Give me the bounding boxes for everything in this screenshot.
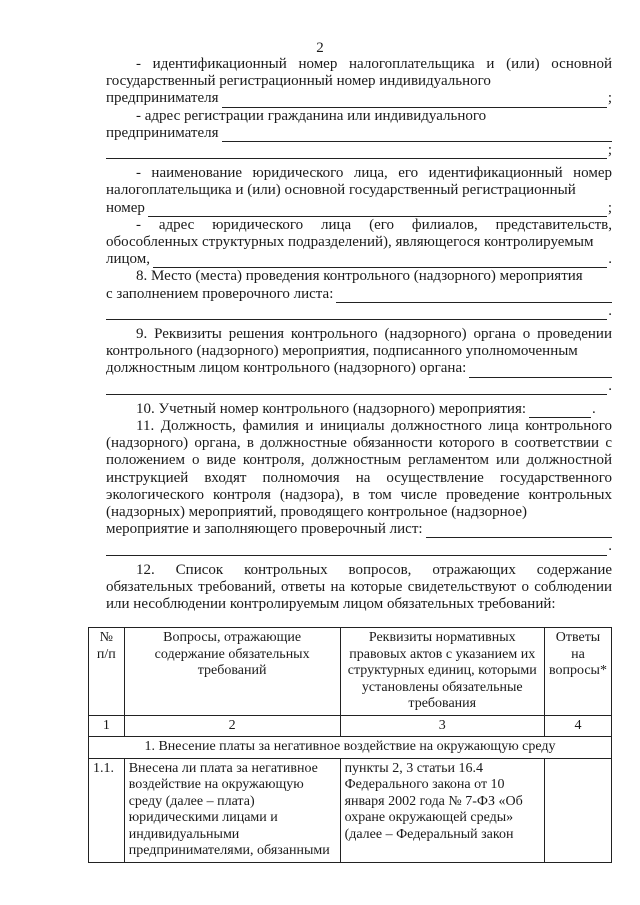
p12-text: 12. Список контрольных вопросов, отражающих содержание обязательных требований, ответы на которые свидетельствуют о соблюдении или несоблюдении контролируемым лицом обязательных требований:	[106, 561, 612, 613]
header-answer: Ответы на вопросы*	[544, 628, 611, 716]
p11-fill-line-2: .	[106, 538, 612, 555]
p9-fill-line-2: .	[106, 378, 612, 395]
inn-blank	[222, 94, 607, 108]
table-section-row	[89, 737, 612, 759]
header-requisites: Реквизиты нормативных правовых актов с указанием их структурных единиц, которыми установлены обязательные требования	[340, 628, 544, 716]
legal-addr-blank	[153, 254, 607, 268]
addr-ip-text: - адрес регистрации гражданина или индивидуального	[136, 107, 487, 124]
addr-ip-blank	[222, 128, 613, 142]
colnum-4: 4	[544, 715, 611, 737]
p11-blank-2	[106, 542, 607, 556]
table-row	[89, 758, 612, 862]
p11-fill-line: мероприятие и заполняющего проверочный лист:	[106, 521, 612, 538]
p9-blank-2	[106, 381, 607, 395]
row-requisites: пункты 2, 3 статьи 16.4 Федерального закона от 10 января 2002 года № 7-ФЗ «Об охране окружающей среды» (далее – Федеральный закон	[340, 758, 544, 862]
colnum-3: 3	[340, 715, 544, 737]
document-body	[93, 56, 612, 863]
inn-fill-line: предпринимателя ;	[106, 90, 612, 107]
p10-blank	[529, 404, 591, 418]
table-colnum-row	[89, 715, 612, 737]
addr-ip-fill-line-2: ;	[106, 142, 612, 159]
p9-fill-line: должностным лицом контрольного (надзорного) органа:	[106, 360, 612, 377]
p8-fill-line: с заполнением проверочного листа:	[106, 286, 612, 303]
legal-name-text: - наименование юридического лица, его идентификационный номер налогоплательщика и (или) основной государственный регистрационный	[106, 165, 612, 199]
p11-text: 11. Должность, фамилия и инициалы должностного лица контрольного (надзорного) органа, в должностные обязанности которого в соответствии с положением о виде контроля, должностным регламентом или должностной инструкцией входят полномочия на осуществление государственного экологического контроля (надзора), в том числе проведение контрольных (надзорных) мероприятий, проводящего контрольное (надзорное)	[106, 418, 612, 521]
p8-blank	[336, 289, 612, 303]
p11-blank	[426, 524, 612, 538]
table-header-row	[89, 628, 612, 716]
p8-fill-line-2: .	[106, 303, 612, 320]
legal-name-fill-line: номер ;	[106, 199, 612, 216]
colnum-1: 1	[89, 715, 125, 737]
legal-addr-fill-line: лицом, .	[106, 251, 612, 268]
p8-blank-2	[106, 306, 607, 320]
checklist-table	[88, 627, 612, 863]
legal-name-blank	[148, 203, 607, 217]
addr-ip-blank-2	[106, 145, 607, 159]
addr-ip-fill-line: предпринимателя	[106, 125, 612, 142]
p9-blank	[469, 364, 612, 378]
colnum-2: 2	[124, 715, 340, 737]
header-num: № п/п	[89, 628, 125, 716]
section-title: 1. Внесение платы за негативное воздействие на окружающую среду	[89, 737, 612, 759]
header-question: Вопросы, отражающие содержание обязательных требований	[124, 628, 340, 716]
row-question: Внесена ли плата за негативное воздействие на окружающую среду (далее – плата) юридическими лицами и индивидуальными предпринимателями, обязанными	[124, 758, 340, 862]
inn-text: - идентификационный номер налогоплательщика и (или) основной государственный регистрационный номер индивидуального	[106, 56, 612, 90]
row-num: 1.1.	[89, 758, 125, 862]
row-answer[interactable]	[544, 758, 611, 862]
legal-addr-text: - адрес юридического лица (его филиалов, представительств, обособленных структурных подразделений), являющегося контролируемым	[106, 216, 612, 251]
p9-text: 9. Реквизиты решения контрольного (надзорного) органа о проведении контрольного (надзорного) мероприятия, подписанного уполномоченным	[106, 326, 612, 360]
p8-text: 8. Место (места) проведения контрольного (надзорного) мероприятия	[136, 268, 583, 285]
p10-fill-line: 10. Учетный номер контрольного (надзорного) мероприятия: .	[136, 400, 596, 417]
page-number: 2	[316, 40, 324, 56]
